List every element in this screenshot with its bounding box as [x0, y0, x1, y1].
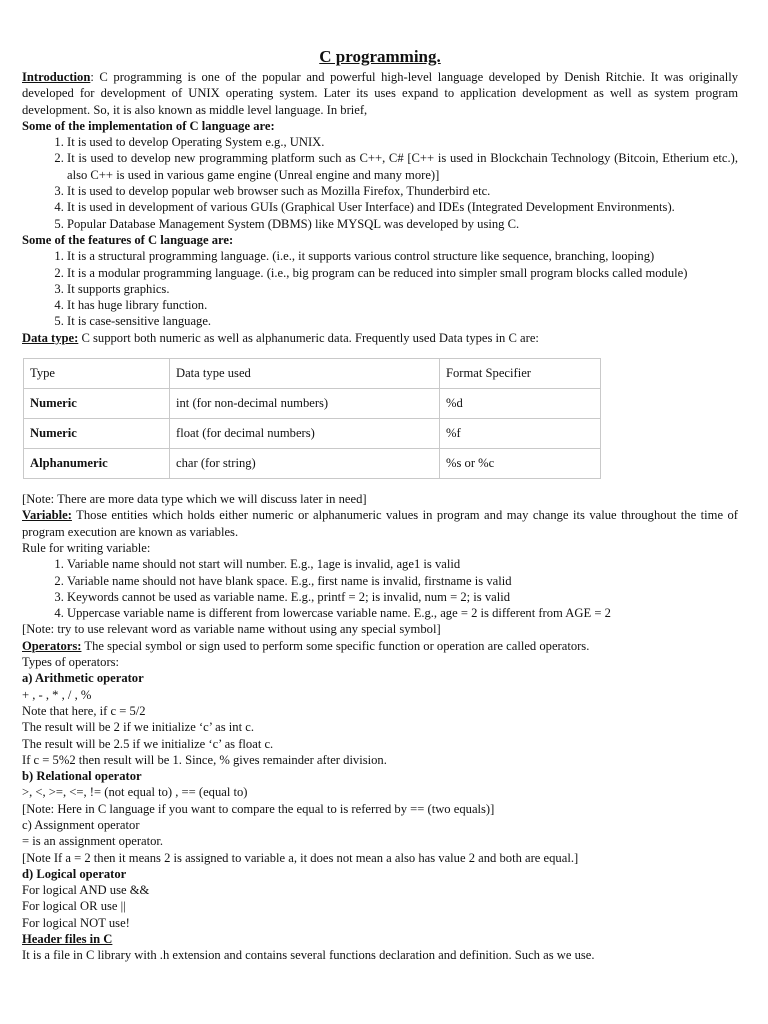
- table-cell: Numeric: [24, 419, 170, 449]
- intro-label: Introduction: [22, 70, 91, 84]
- datatype-note: [Note: There are more data type which we will discuss later in need]: [22, 492, 367, 507]
- table-cell: %d: [440, 389, 601, 419]
- text-line: For logical NOT use!: [22, 915, 130, 930]
- intro-text: : C programming is one of the popular and powerful high-level language developed by Denish Ritchie. It was originally developed for development of UNIX operating system. Later its uses expand to application development as well as system program development. So, it is also known as middle level language. In brief,: [22, 70, 738, 117]
- variable-rules-list: [22, 556, 738, 621]
- header-files-text: It is a file in C library with .h extension and contains several functions declaration and definition. Such as we use.: [22, 948, 595, 963]
- table-row: [24, 449, 601, 479]
- text-line: For logical AND use &&: [22, 883, 150, 898]
- list-item: 4. It is used in development of various GUIs (Graphical User Interface) and IDEs (Integrated Development Environments).: [67, 199, 738, 215]
- relational-heading: b) Relational operator: [22, 769, 142, 784]
- table-cell: int (for non-decimal numbers): [170, 389, 440, 419]
- operators-paragraph: [22, 638, 738, 654]
- arithmetic-heading: a) Arithmetic operator: [22, 671, 144, 686]
- table-cell: Numeric: [24, 389, 170, 419]
- variable-paragraph: [22, 507, 738, 540]
- table-cell: char (for string): [170, 449, 440, 479]
- list-item: 4. It has huge library function.: [67, 297, 738, 313]
- list-item: 1. It is a structural programming language. (i.e., it supports various control structure like sequence, branching, looping): [67, 248, 738, 264]
- text-line: [Note: Here in C language if you want to compare the equal to is referred by == (two equals)]: [22, 801, 495, 816]
- variable-text: Those entities which holds either numeric or alphanumeric values in program and may change its value throughout the time of program execution are known as variables.: [22, 508, 738, 539]
- text-line: Note that here, if c = 5/2: [22, 703, 146, 718]
- list-item: 3. Keywords cannot be used as variable name. E.g., printf = 2; is invalid, num = 2; is valid: [67, 589, 738, 605]
- datatype-table: [23, 358, 601, 479]
- list-item: 3. It supports graphics.: [67, 281, 738, 297]
- list-item: 5. Popular Database Management System (DBMS) like MYSQL was developed by using C.: [67, 216, 738, 232]
- table-row: [24, 419, 601, 449]
- table-cell: %f: [440, 419, 601, 449]
- table-cell: Alphanumeric: [24, 449, 170, 479]
- text-line: For logical OR use ||: [22, 899, 126, 914]
- logical-heading: d) Logical operator: [22, 866, 127, 881]
- text-line: The result will be 2.5 if we initialize ‘c’ as float c.: [22, 736, 274, 751]
- implementation-list: [22, 134, 738, 232]
- table-header-row: [24, 359, 601, 389]
- text-line: = is an assignment operator.: [22, 834, 164, 849]
- text-line: + , - , * , / , %: [22, 687, 92, 702]
- intro-paragraph: [22, 69, 738, 118]
- list-item: 4. Uppercase variable name is different from lowercase variable name. E.g., age = 2 is different from AGE = 2: [67, 605, 738, 621]
- list-item: 5. It is case-sensitive language.: [67, 313, 738, 329]
- text-line: If c = 5%2 then result will be 1. Since, % gives remainder after division.: [22, 752, 387, 767]
- text-line: >, <, >=, <=, != (not equal to) , == (equal to): [22, 785, 248, 800]
- table-cell: %s or %c: [440, 449, 601, 479]
- list-item: 1. Variable name should not start will number. E.g., 1age is invalid, age1 is valid: [67, 556, 738, 572]
- datatype-paragraph: [22, 330, 738, 346]
- document-page: [22, 47, 738, 964]
- datatype-label: Data type:: [22, 330, 79, 345]
- operators-text: The special symbol or sign used to perform some specific function or operation are called operators.: [81, 638, 590, 653]
- implementation-heading: Some of the implementation of C language are:: [22, 118, 275, 133]
- datatype-text: C support both numeric as well as alphanumeric data. Frequently used Data types in C are:: [78, 330, 539, 345]
- list-item: 1. It is used to develop Operating System e.g., UNIX.: [67, 134, 738, 150]
- features-heading: Some of the features of C language are:: [22, 232, 234, 247]
- text-line: The result will be 2 if we initialize ‘c’ as int c.: [22, 720, 254, 735]
- table-cell: float (for decimal numbers): [170, 419, 440, 449]
- variable-rule-heading: Rule for writing variable:: [22, 540, 151, 555]
- variable-label: Variable:: [22, 508, 72, 523]
- text-line: [Note If a = 2 then it means 2 is assigned to variable a, it does not mean a also has value 2 and both are equal.]: [22, 850, 579, 865]
- features-list: [22, 248, 738, 329]
- list-item: 2. It is used to develop new programming platform such as C++, C# [C++ is used in Blockchain Technology (Bitcoin, Etherium etc.), also C++ is used in various game engine (Unreal engine and many more)]: [67, 150, 738, 183]
- operators-label: Operators:: [22, 638, 82, 653]
- operators-types-heading: Types of operators:: [22, 655, 120, 670]
- variable-note: [Note: try to use relevant word as variable name without using any special symbol]: [22, 622, 441, 637]
- list-item: 2. Variable name should not have blank space. E.g., first name is invalid, firstname is valid: [67, 573, 738, 589]
- page-title: C programming.: [319, 47, 441, 66]
- table-header-cell: Type: [24, 359, 170, 389]
- table-header-cell: Format Specifier: [440, 359, 601, 389]
- table-row: [24, 389, 601, 419]
- table-header-cell: Data type used: [170, 359, 440, 389]
- assignment-heading: c) Assignment operator: [22, 817, 140, 832]
- header-files-heading: Header files in C: [22, 932, 113, 947]
- list-item: 3. It is used to develop popular web browser such as Mozilla Firefox, Thunderbird etc.: [67, 183, 738, 199]
- list-item: 2. It is a modular programming language. (i.e., big program can be reduced into simpler small program blocks called module): [67, 265, 738, 281]
